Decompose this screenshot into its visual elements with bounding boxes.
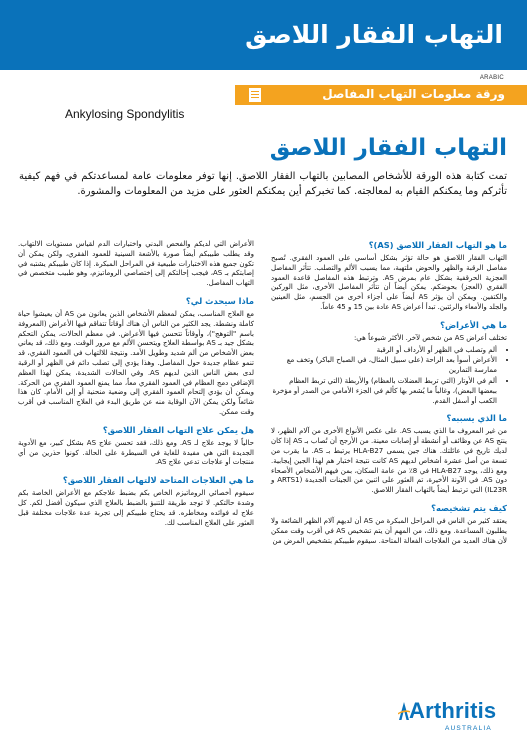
english-title: Ankylosing Spondylitis <box>65 107 185 121</box>
section-heading: ما الذي يسببه؟ <box>446 413 507 424</box>
section-text: سيقوم أخصائي الروماتيزم الخاص بكم بضبط علاجكم مع الأعراض الخاصة بكم وشدة حالتكم. لا توجد طريقة للتنبؤ بالضبط بالعلاج الذي سيكون أفضل لكم. كل علاج له فوائده ومخاطره. قد يحتاج طبيبكم إلى تجربة عدة علاجات مختلفة قبل العثور على العلاج المناسب لك. <box>18 489 254 527</box>
symptom-list <box>271 346 507 407</box>
list-item: • الأعراض أسوأ بعد الراحة (على سبيل المثال، في الصباح الباكر) وتخف مع ممارسة التمارين <box>271 356 497 376</box>
section-text: مع العلاج المناسب، يمكن لمعظم الأشخاص الذين يعانون من AS أن يعيشوا حياة كاملة ونشطة. يجد الكثير من الناس أن هناك أوقاتاً تتفاقم فيها الأعراض (المعروفة باسم "التوهج")، وأوقاتاً تتحسن فيها الأعراض. في معظم الحالات، يمكن التحكم بشكل جيد بـ AS بواسطة العلاج ويتحسن الألم مع مرور الوقت. ومع ذلك، قد يعاني بعض الأشخاص من ألم شديد وطويل الأمد. ونتيجة للالتهاب في العمود الفقري، قد تنمو عظام جديدة حول المفاصل. وهذا يؤدي إلى تصلب دائم في الظهر أو الرقبة لدى بعض الناس الذين لديهم AS. وفي الحالات الشديدة، يمكن لهذا العظم الإضافي دمج العظام في العمود الفقري معاً، مما يمنع العمود الفقري من الحركة. ويمكن أن يؤدي إلتحام العمود الفقري إلى وضعية منحنية أو إلى الأمام. كان هذا شائعاً ولكن يمكن الآن الوقاية منه عن طريق البدء في العلاج المناسب في أقرب وقت ممكن. <box>18 309 255 416</box>
section-text: حالياً لا يوجد علاج لـ AS. ومع ذلك، فقد تحسن علاج AS بشكل كبير، مع الأدوية الجديدة التي هي مفيدة للغاية في السيطرة على الحالة. كونوا حذرين من أي منتجات أو علاجات تدعي علاج AS. <box>18 438 254 467</box>
section-symptoms <box>271 320 507 407</box>
section-text: تختلف أعراض AS من شخص لآخر. الأكثر شيوعاً هي: <box>353 333 507 342</box>
right-column <box>271 240 507 553</box>
logo-subtitle: AUSTRALIA <box>445 725 492 732</box>
section-diagnosis-cont <box>18 240 254 289</box>
section-text: التهاب الفقار اللاصق هو حالة تؤثر بشكل أساسي على العمود الفقري. تُصبح مفاصل الرقبة والظهر والحوض ملتهبة، مما يسبب الألم والتصلب. تتأثر المفاصل العجزية الحرقفية بشكل عام بمرض AS. وترتبط هذه المفاصل قاعدة العمود الفقري (العجز) بحوضكم. يمكن أيضاً أن تتأثر المفاصل الأخرى، مثل الوركين والكتفين. ويمكن أن يؤثر AS أيضاً على أجزاء أخرى من الجسم، مثل العينين والجلد والأمعاء والرئتين. تبدأ أعراض AS عادة بين 15 و 45 عاماً. <box>271 254 507 311</box>
list-item: • ألم وتصلب في الظهر أو الأرداف أو الرقبة <box>271 346 497 356</box>
section-heading: كيف يتم تشخيصه؟ <box>431 502 507 513</box>
section-diagnosis <box>271 503 507 546</box>
section-text: يعتقد كثير من الناس في المراحل المبكرة من AS أن لديهم آلام الظهر الشائعة ولا يطلبون المساعدة. ومع ذلك، من المهم أن يتم تشخيص AS في أقرب وقت ممكن لأن هناك العديد من العلاجات الفعالة المتاحة. سيقوم طبيبكم بتشخيص المرض من <box>271 516 507 545</box>
section-heading: ما هو التهاب الفقار اللاصق (AS)؟ <box>368 240 507 250</box>
intro-paragraph: تمت كتابة هذه الورقة للأشخاص المصابين بالتهاب الفقار اللاصق. إنها توفر معلومات عامة لمساعدتكم في فهم كيفية تأثركم وما يمكنكم القيام به لمعالجته. كما تخبركم أين يمكنكم العثور على مزيد من المعلومات والمشورة. <box>19 171 507 197</box>
language-tag: ARABIC <box>479 75 504 81</box>
document-icon <box>249 88 261 102</box>
section-cause <box>271 413 507 496</box>
page-title: التهاب الفقار اللاصق <box>269 135 507 161</box>
section-heading: ماذا سيحدث لي؟ <box>185 295 254 306</box>
info-sheet-label: ورقة معلومات التهاب المفاصل <box>322 87 505 101</box>
header-title: التهاب الفقار اللاصق <box>245 20 503 49</box>
section-treatments <box>18 475 254 528</box>
section-outlook <box>18 296 254 418</box>
header-banner <box>0 0 527 70</box>
section-heading: هل يمكن علاج التهاب الفقار اللاصق؟ <box>102 424 254 435</box>
section-text: الأعراض التي لديكم والفحص البدني واختبارات الدم لقياس مستويات الالتهاب. وقد يطلب طبيبكم أيضاً صورة بالأشعة السينية للعمود الفقري، ولكن يمكن أن تكون جميع هذه الاختبارات طبيعية في المراحل المبكرة. إذا كان طبيبكم يشتبه في إصابتكم بـ AS، فيجب إحالتكم إلى إختصاصي الروماتيزم، وهو طبيب متخصص في التهاب المفاصل. <box>18 240 255 288</box>
left-column <box>18 240 254 535</box>
list-item: • ألم في الأوتار (التي تربط العضلات بالعظام) والأربطة (التي تربط العظام ببعضها البعض)، وغالباً ما يُشعر بها كألم في الجزء الأمامي من الصدر أو مؤخرة الكعب أو أسفل القدم. <box>271 377 497 406</box>
section-text: من غير المعروف ما الذي يسبب AS. على عكس الأنواع الأخرى من آلام الظهر، لا ينتج AS عن وظائف أو أنشطة أو إصابات معينة. من الأرجح أن تُصاب بـ AS إذا كان لديك تاريخ في عائلتك. هناك جين يسمى HLA-B27 يرتبط بـ AS. ما يقرب من تسعة من أصل عشرة أشخاص لديهم AS كانت نتيجة اختبار هم لهذا الجين إيجابية. ومع ذلك، يوجد HLA-B27 في 8٪ من عامة السكان، بمن فيهم الأشخاص الأصحاء دون AS. في الآونة الأخيرة، تم العثور على اثنين من الجينات الجديدة (ARTS1 و IL23R) التي ترتبط أيضاً بالتهاب الفقار اللاصق. <box>271 427 508 495</box>
section-heading: ما هي العلاجات المتاحة لالتهاب الفقار اللاصق؟ <box>62 475 254 486</box>
section-what-is <box>271 240 507 313</box>
arthritis-australia-logo <box>397 698 512 738</box>
section-cure <box>18 425 254 468</box>
section-heading: ما هي الأعراض؟ <box>440 319 507 330</box>
logo-wordmark: Arthritis <box>409 698 497 723</box>
